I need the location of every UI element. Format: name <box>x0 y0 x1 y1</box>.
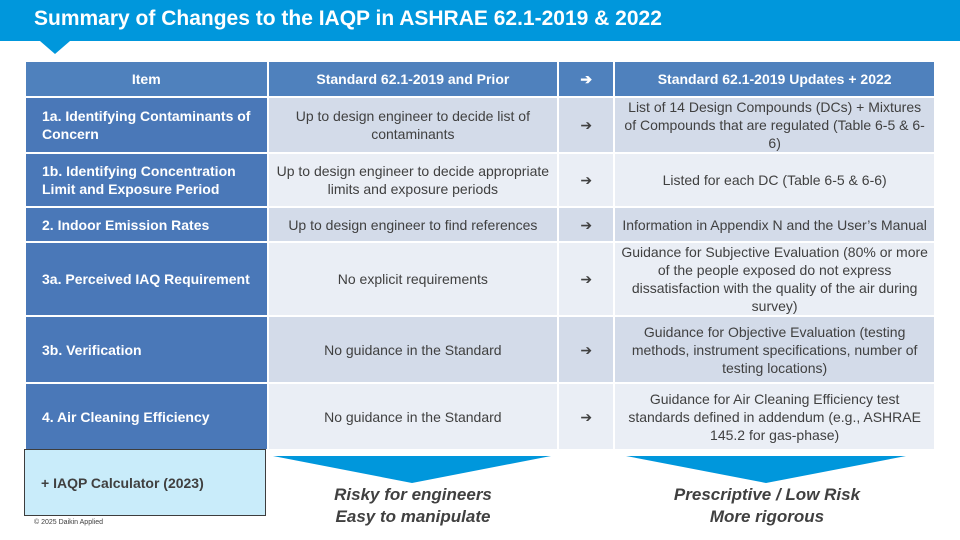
arrow-icon: ➔ <box>559 98 613 152</box>
table-row <box>26 208 934 241</box>
table-row <box>26 317 934 382</box>
row-item: 3b. Verification <box>26 317 267 382</box>
table-header-row <box>26 62 934 96</box>
column-header-prior: Standard 62.1-2019 and Prior <box>269 62 558 96</box>
column-header-update: Standard 62.1-2019 Updates + 2022 <box>615 62 934 96</box>
table-row <box>26 154 934 206</box>
prior-verdict-line1: Risky for engineers <box>334 485 492 504</box>
arrow-icon: ➔ <box>559 317 613 382</box>
row-update: Guidance for Subjective Evaluation (80% or more of the people exposed do not express dissatisfaction with the quality of the air during survey) <box>615 243 934 315</box>
update-verdict-line2: More rigorous <box>709 507 825 526</box>
title-bar <box>0 0 960 41</box>
row-prior: No explicit requirements <box>269 243 558 315</box>
row-prior: No guidance in the Standard <box>269 317 558 382</box>
title-notch <box>40 41 70 54</box>
row-update: Guidance for Air Cleaning Efficiency test standards defined in addendum (e.g., ASHRAE 145.2 for gas-phase) <box>615 384 934 449</box>
row-update: Information in Appendix N and the User’s Manual <box>615 208 934 241</box>
copyright-notice: © 2025 Daikin Applied <box>34 519 103 526</box>
prior-verdict <box>263 484 563 528</box>
update-verdict <box>617 484 917 528</box>
row-item: 3a. Perceived IAQ Requirement <box>26 243 267 315</box>
arrow-icon: ➔ <box>559 208 613 241</box>
table-row <box>26 98 934 152</box>
page-title: Summary of Changes to the IAQP in ASHRAE 62.1-2019 & 2022 <box>34 7 662 30</box>
column-header-item: Item <box>26 62 267 96</box>
row-item: 2. Indoor Emission Rates <box>26 208 267 241</box>
row-prior: Up to design engineer to decide appropriate limits and exposure periods <box>269 154 558 206</box>
row-item: 1b. Identifying Concentration Limit and Exposure Period <box>26 154 267 206</box>
arrow-icon: ➔ <box>559 384 613 449</box>
arrow-icon: ➔ <box>559 154 613 206</box>
row-item: 1a. Identifying Contaminants of Concern <box>26 98 267 152</box>
arrow-icon: ➔ <box>559 243 613 315</box>
update-verdict-line1: Prescriptive / Low Risk <box>673 485 861 504</box>
prior-verdict-line2: Easy to manipulate <box>335 507 491 526</box>
row-prior: No guidance in the Standard <box>269 384 558 449</box>
column-header-arrow: ➔ <box>559 62 613 96</box>
prior-chevron-icon <box>273 456 551 483</box>
row-update: Guidance for Objective Evaluation (testing methods, instrument specifications, number of testing locations) <box>615 317 934 382</box>
table-row <box>26 243 934 315</box>
row-item: 4. Air Cleaning Efficiency <box>26 384 267 449</box>
comparison-table <box>24 60 936 451</box>
iaqp-calculator-box <box>24 449 266 516</box>
row-prior: Up to design engineer to decide list of contaminants <box>269 98 558 152</box>
update-chevron-icon <box>626 456 906 483</box>
row-update: Listed for each DC (Table 6-5 & 6-6) <box>615 154 934 206</box>
table-row <box>26 384 934 449</box>
row-update: List of 14 Design Compounds (DCs) + Mixtures of Compounds that are regulated (Table 6-5 & 6-6) <box>615 98 934 152</box>
row-prior: Up to design engineer to find references <box>269 208 558 241</box>
iaqp-calculator-label: + IAQP Calculator (2023) <box>41 475 204 491</box>
